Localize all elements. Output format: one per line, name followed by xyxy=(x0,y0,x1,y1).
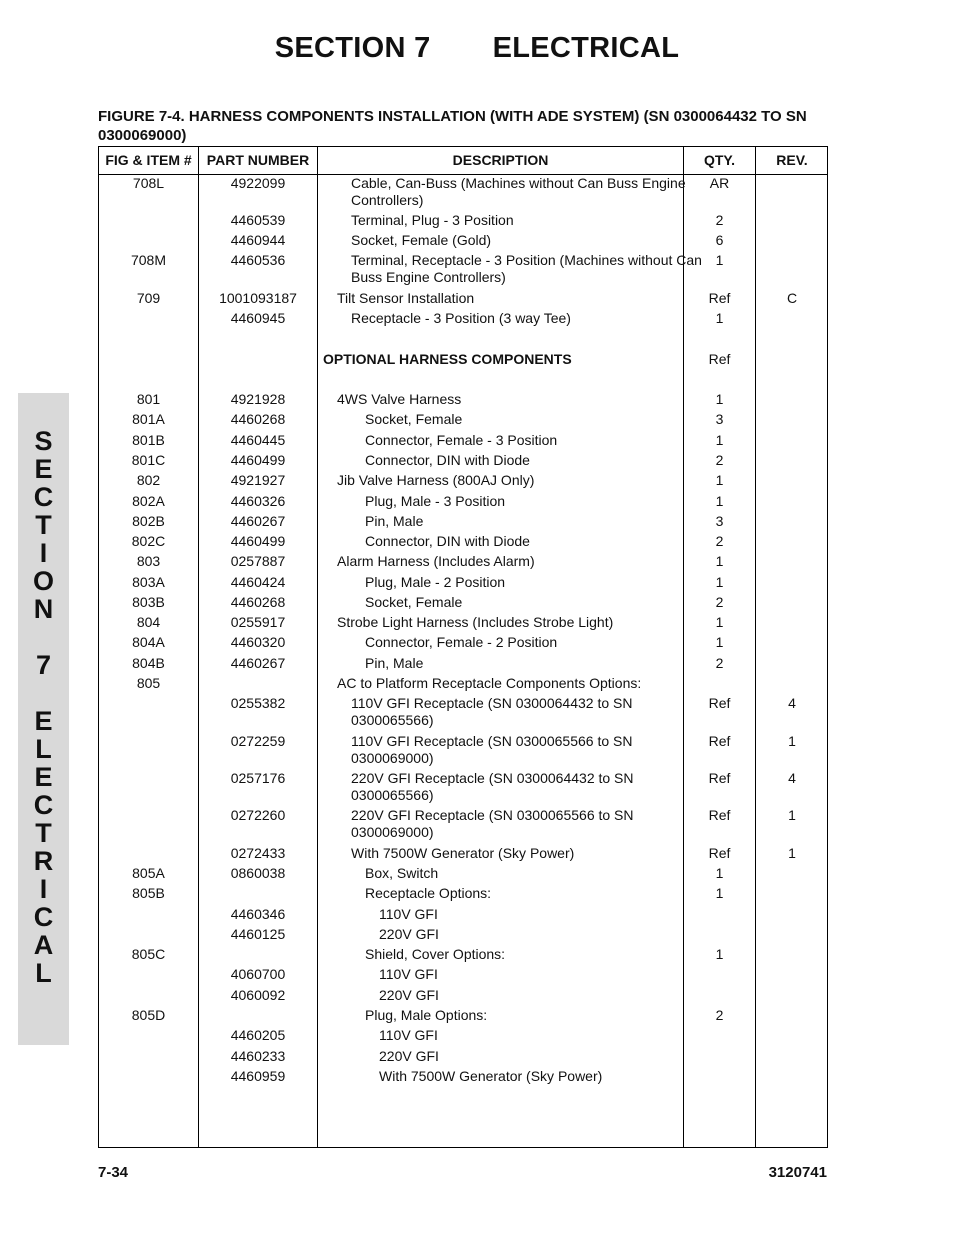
description-cell: 220V GFI Receptacle (SN 0300064432 to SN 0300065566) xyxy=(351,770,634,803)
part-number-cell: 4060700 xyxy=(230,966,286,982)
description-cell: 110V GFI xyxy=(379,906,438,922)
table-header xyxy=(99,147,827,175)
description-cell: Connector, Female - 3 Position xyxy=(365,432,558,448)
section-name: ELECTRICAL xyxy=(492,32,680,64)
description-cell: Cable, Can-Buss (Machines without Can Buss Engine Controllers) xyxy=(351,175,686,208)
description-cell: Pin, Male xyxy=(365,655,424,671)
table-row xyxy=(99,865,827,885)
table-row xyxy=(99,695,827,733)
description-cell: Connector, DIN with Diode xyxy=(365,533,530,549)
description-cell: 220V GFI xyxy=(379,987,439,1003)
table-row xyxy=(99,987,827,1007)
fig-item-cell: 709 xyxy=(136,290,161,306)
column-header-rev: REV. xyxy=(776,152,808,168)
part-number-cell: 4460125 xyxy=(230,926,286,942)
side-tab-letter: T xyxy=(35,818,52,848)
description-cell: Terminal, Receptacle - 3 Position (Machines without Can Buss Engine Controllers) xyxy=(351,252,702,285)
table-row xyxy=(99,472,827,493)
qty-cell: Ref xyxy=(708,845,731,861)
fig-item-cell: 802 xyxy=(136,472,161,488)
table-row xyxy=(99,966,827,987)
part-number-cell: 0255917 xyxy=(230,614,286,630)
qty-cell: Ref xyxy=(708,770,731,786)
fig-item-cell: 803B xyxy=(132,594,165,610)
side-tab-letter: I xyxy=(39,874,48,904)
fig-item-cell: 805D xyxy=(131,1007,166,1023)
side-tab-letter: E xyxy=(34,762,53,792)
fig-item-cell: 802B xyxy=(132,513,165,529)
part-number-cell: 4922099 xyxy=(230,175,286,191)
table-row xyxy=(99,310,827,351)
description-cell: 110V GFI Receptacle (SN 0300065566 to SN 0300069000) xyxy=(351,733,633,766)
description-cell: Socket, Female xyxy=(365,411,463,427)
part-number-cell: 0272433 xyxy=(230,845,286,861)
part-number-cell: 4460945 xyxy=(230,310,286,326)
section-number: SECTION 7 xyxy=(274,32,431,64)
table-row xyxy=(99,391,827,411)
qty-cell: AR xyxy=(709,175,730,191)
qty-cell: 1 xyxy=(715,614,724,630)
table-row xyxy=(99,594,827,614)
description-cell: Plug, Male Options: xyxy=(365,1007,488,1023)
fig-item-cell: 803A xyxy=(132,574,165,590)
table-row xyxy=(99,946,827,966)
table-row xyxy=(99,885,827,906)
part-number-cell: 0257887 xyxy=(230,553,286,569)
qty-cell: 2 xyxy=(715,452,724,468)
part-number-cell: 0860038 xyxy=(230,865,286,881)
description-cell: 4WS Valve Harness xyxy=(337,391,462,407)
description-cell: Alarm Harness (Includes Alarm) xyxy=(337,553,535,569)
part-number-cell: 4460445 xyxy=(230,432,286,448)
fig-item-cell: 801 xyxy=(136,391,161,407)
qty-cell: 6 xyxy=(715,232,724,248)
fig-item-cell: 801C xyxy=(131,452,166,468)
table-row xyxy=(99,733,827,770)
qty-cell: 3 xyxy=(715,513,724,529)
table-row xyxy=(99,290,827,310)
fig-item-cell: 805 xyxy=(136,675,161,691)
side-tab-letter: 7 xyxy=(35,650,52,680)
part-number-cell: 4060092 xyxy=(230,987,286,1003)
qty-cell: Ref xyxy=(708,807,731,823)
description-cell: 110V GFI xyxy=(379,1027,438,1043)
qty-cell: 3 xyxy=(715,411,724,427)
table-row xyxy=(99,1027,827,1048)
side-tab-letter: A xyxy=(33,930,54,960)
description-cell: 220V GFI xyxy=(379,926,439,942)
part-number-cell: 0255382 xyxy=(230,695,286,711)
qty-cell: 1 xyxy=(715,865,724,881)
table-row xyxy=(99,252,827,290)
description-cell: Plug, Male - 3 Position xyxy=(365,493,506,509)
fig-item-cell: 801A xyxy=(132,411,165,427)
column-header-fig: FIG & ITEM # xyxy=(105,152,192,168)
table-row xyxy=(99,574,827,594)
table-row xyxy=(99,493,827,513)
fig-item-cell: 803 xyxy=(136,553,161,569)
side-tab-letter: L xyxy=(35,734,52,764)
part-number-cell: 4460267 xyxy=(230,655,286,671)
qty-cell: Ref xyxy=(708,351,731,367)
table-body xyxy=(99,175,827,1088)
qty-cell: 2 xyxy=(715,212,724,228)
description-cell: Socket, Female xyxy=(365,594,463,610)
table-row xyxy=(99,614,827,634)
description-cell: Socket, Female (Gold) xyxy=(351,232,492,248)
section-side-tab[interactable] xyxy=(18,393,69,1045)
part-number-cell: 4460268 xyxy=(230,411,286,427)
description-cell: Shield, Cover Options: xyxy=(365,946,506,962)
description-cell: OPTIONAL HARNESS COMPONENTS xyxy=(323,351,572,367)
part-number-cell: 4460346 xyxy=(230,906,286,922)
part-number-cell: 4460499 xyxy=(230,452,286,468)
table-row xyxy=(99,906,827,926)
side-tab-letter: I xyxy=(39,538,48,568)
description-cell: Receptacle - 3 Position (3 way Tee) xyxy=(351,310,571,326)
part-number-cell: 1001093187 xyxy=(219,290,297,306)
side-tab-letter: R xyxy=(33,846,54,876)
table-row xyxy=(99,807,827,845)
part-number-cell: 4460320 xyxy=(230,634,286,650)
table-row xyxy=(99,411,827,432)
side-tab-letter: L xyxy=(35,958,52,988)
table-row xyxy=(99,1007,827,1027)
part-number-cell: 0272259 xyxy=(230,733,286,749)
part-number-cell: 4921928 xyxy=(230,391,286,407)
rev-cell: 1 xyxy=(788,807,796,823)
qty-cell: Ref xyxy=(708,733,731,749)
description-cell: Connector, Female - 2 Position xyxy=(365,634,558,650)
fig-item-cell: 804B xyxy=(132,655,165,671)
rev-cell: 1 xyxy=(788,733,796,749)
qty-cell: 1 xyxy=(715,634,724,650)
part-number-cell: 4460959 xyxy=(230,1068,286,1084)
side-tab-letter: N xyxy=(33,594,54,624)
qty-cell: 1 xyxy=(715,432,724,448)
table-row xyxy=(99,634,827,655)
description-cell: Terminal, Plug - 3 Position xyxy=(351,212,514,228)
description-cell: Plug, Male - 2 Position xyxy=(365,574,506,590)
fig-item-cell: 805A xyxy=(132,865,165,881)
table-row xyxy=(99,351,827,391)
description-cell: Connector, DIN with Diode xyxy=(365,452,530,468)
part-number-cell: 4460326 xyxy=(230,493,286,509)
qty-cell: 1 xyxy=(715,391,724,407)
table-row xyxy=(99,533,827,553)
description-cell: 110V GFI xyxy=(379,966,438,982)
description-cell: Jib Valve Harness (800AJ Only) xyxy=(337,472,535,488)
table-row xyxy=(99,513,827,533)
part-number-cell: 4460267 xyxy=(230,513,286,529)
side-tab-letter: C xyxy=(33,482,54,512)
description-cell: Tilt Sensor Installation xyxy=(337,290,475,306)
part-number-cell: 4460944 xyxy=(230,232,286,248)
rev-cell: 1 xyxy=(788,845,796,861)
fig-item-cell: 805C xyxy=(131,946,166,962)
qty-cell: 1 xyxy=(715,252,724,268)
part-number-cell: 0272260 xyxy=(230,807,286,823)
qty-cell: 1 xyxy=(715,885,724,901)
side-tab-letter: C xyxy=(33,902,54,932)
fig-item-cell: 801B xyxy=(132,432,165,448)
description-cell: 220V GFI Receptacle (SN 0300065566 to SN 0300069000) xyxy=(351,807,634,840)
part-number-cell: 4921927 xyxy=(230,472,286,488)
qty-cell: 2 xyxy=(715,655,724,671)
qty-cell: 1 xyxy=(715,310,724,326)
part-number-cell: 4460233 xyxy=(230,1048,286,1064)
side-tab-letter: T xyxy=(35,510,52,540)
rev-cell: C xyxy=(786,290,798,306)
qty-cell: Ref xyxy=(708,695,731,711)
part-number-cell: 0257176 xyxy=(230,770,286,786)
column-header-description: DESCRIPTION xyxy=(452,152,549,168)
fig-item-cell: 708L xyxy=(132,175,165,191)
description-cell: Receptacle Options: xyxy=(365,885,492,901)
fig-item-cell: 804A xyxy=(132,634,165,650)
part-number-cell: 4460536 xyxy=(230,252,286,268)
table-row xyxy=(99,1048,827,1068)
table-row xyxy=(99,845,827,865)
qty-cell: 1 xyxy=(715,574,724,590)
description-cell: Strobe Light Harness (Includes Strobe Light) xyxy=(337,614,614,630)
description-cell: With 7500W Generator (Sky Power) xyxy=(351,845,575,861)
part-number-cell: 4460268 xyxy=(230,594,286,610)
part-number-cell: 4460424 xyxy=(230,574,286,590)
table-row xyxy=(99,553,827,574)
fig-item-cell: 805B xyxy=(132,885,165,901)
table-row xyxy=(99,452,827,472)
qty-cell: 1 xyxy=(715,553,724,569)
side-tab-letter: O xyxy=(32,566,54,596)
part-number-cell: 4460539 xyxy=(230,212,286,228)
table-row xyxy=(99,770,827,807)
qty-cell: 1 xyxy=(715,472,724,488)
description-cell: Box, Switch xyxy=(365,865,439,881)
fig-item-cell: 802C xyxy=(131,533,166,549)
description-cell: 220V GFI xyxy=(379,1048,439,1064)
description-cell: Pin, Male xyxy=(365,513,424,529)
table-row xyxy=(99,175,827,212)
rev-cell: 4 xyxy=(788,770,796,786)
qty-cell: 2 xyxy=(715,1007,724,1023)
qty-cell: Ref xyxy=(708,290,731,306)
table-row xyxy=(99,926,827,946)
table-row xyxy=(99,1068,827,1088)
part-number-cell: 4460499 xyxy=(230,533,286,549)
document-number: 3120741 xyxy=(768,1164,827,1181)
qty-cell: 1 xyxy=(715,946,724,962)
table-row xyxy=(99,432,827,452)
qty-cell: 2 xyxy=(715,533,724,549)
description-cell: With 7500W Generator (Sky Power) xyxy=(379,1068,603,1084)
figure-title: FIGURE 7-4. HARNESS COMPONENTS INSTALLATION (WITH ADE SYSTEM) (SN 0300064432 TO SN 0300069000) xyxy=(98,108,807,144)
table-row xyxy=(99,232,827,252)
fig-item-cell: 802A xyxy=(132,493,165,509)
qty-cell: 1 xyxy=(715,493,724,509)
side-tab-letter: S xyxy=(34,426,53,456)
side-tab-letter: E xyxy=(34,454,53,484)
page-number: 7-34 xyxy=(98,1164,129,1181)
rev-cell: 4 xyxy=(788,695,796,711)
table-row xyxy=(99,675,827,695)
column-header-qty: QTY. xyxy=(703,152,736,168)
parts-table xyxy=(98,146,828,1148)
fig-item-cell: 708M xyxy=(130,252,167,268)
description-cell: AC to Platform Receptacle Components Options: xyxy=(337,675,642,691)
table-row xyxy=(99,212,827,232)
column-header-part-number: PART NUMBER xyxy=(206,152,310,168)
side-tab-letter: C xyxy=(33,790,54,820)
side-tab-letter: E xyxy=(34,706,53,736)
part-number-cell: 4460205 xyxy=(230,1027,286,1043)
qty-cell: 2 xyxy=(715,594,724,610)
table-row xyxy=(99,655,827,675)
section-header xyxy=(0,32,954,65)
fig-item-cell: 804 xyxy=(136,614,161,630)
description-cell: 110V GFI Receptacle (SN 0300064432 to SN 0300065566) xyxy=(351,695,633,728)
